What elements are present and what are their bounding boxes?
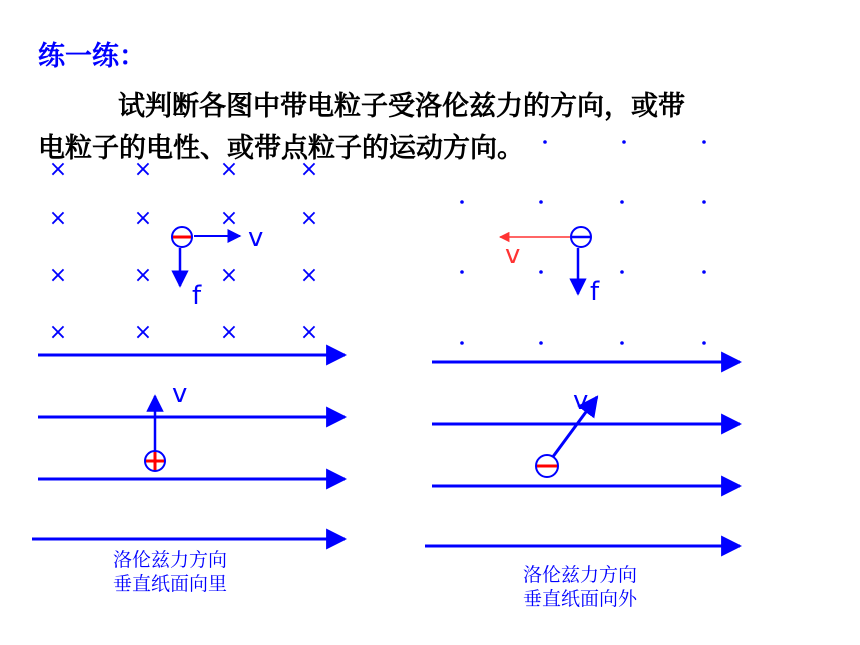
dot-mark xyxy=(622,140,626,144)
caption-line: 垂直纸面向外 xyxy=(522,588,637,610)
cross-mark: × xyxy=(133,320,153,345)
dot-mark xyxy=(539,341,543,345)
cross-mark: × xyxy=(48,263,68,288)
caption-line: 垂直纸面向里 xyxy=(112,573,227,595)
velocity-label: v xyxy=(172,379,188,409)
force-label: f xyxy=(590,277,600,307)
diagram-4-caption xyxy=(500,563,660,611)
dot-mark xyxy=(702,140,706,144)
diagram-1-particle-group xyxy=(172,223,263,311)
cross-mark: × xyxy=(48,157,68,182)
cross-mark: × xyxy=(219,320,239,345)
velocity-label: v xyxy=(573,386,589,416)
dot-mark xyxy=(543,140,547,144)
dot-mark xyxy=(460,200,464,204)
cross-mark: × xyxy=(133,206,153,231)
diagram-2-particle-group xyxy=(500,227,600,307)
dot-mark xyxy=(702,200,706,204)
caption-line: 洛伦兹力方向 xyxy=(522,564,637,586)
cross-mark: × xyxy=(48,320,68,345)
dot-mark xyxy=(460,270,464,274)
dot-mark xyxy=(702,341,706,345)
force-label: f xyxy=(192,281,202,311)
cross-mark: × xyxy=(299,263,319,288)
cross-mark: × xyxy=(48,206,68,231)
question-line-1: 试判断各图中带电粒子受洛伦兹力的方向，或带 xyxy=(118,91,685,122)
dot-mark xyxy=(620,200,624,204)
diagram-3-particle-group xyxy=(145,379,187,471)
cross-mark: × xyxy=(299,206,319,231)
diagram-4-particle-group xyxy=(536,386,597,477)
velocity-label: v xyxy=(248,223,264,253)
cross-mark: × xyxy=(133,157,153,182)
question-line-2: 电粒子的电性、或带点粒子的运动方向。 xyxy=(38,133,524,164)
cross-mark: × xyxy=(299,157,319,182)
velocity-label: v xyxy=(505,240,521,270)
dot-mark xyxy=(460,341,464,345)
dot-mark xyxy=(702,270,706,274)
cross-mark: × xyxy=(219,206,239,231)
caption-line: 洛伦兹力方向 xyxy=(112,549,227,571)
dot-mark xyxy=(539,200,543,204)
diagram-3-caption xyxy=(90,548,250,596)
cross-mark: × xyxy=(299,320,319,345)
dot-mark xyxy=(620,270,624,274)
cross-mark: × xyxy=(219,263,239,288)
exercise-heading: 练一练： xyxy=(38,41,146,72)
diagram-3-field-lines xyxy=(32,355,345,539)
cross-mark: × xyxy=(133,263,153,288)
cross-mark: × xyxy=(219,157,239,182)
dot-mark xyxy=(539,270,543,274)
dot-mark xyxy=(620,341,624,345)
diagram-1-field-into-page xyxy=(49,157,318,345)
